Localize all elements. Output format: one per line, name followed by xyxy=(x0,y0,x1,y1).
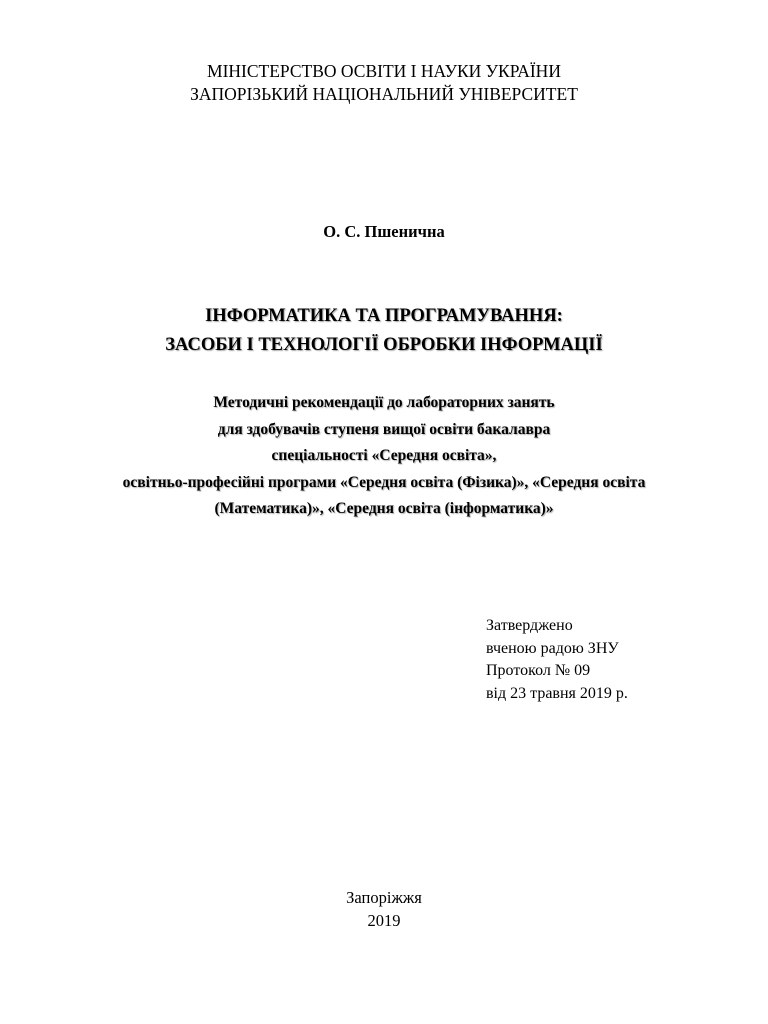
approval-line: Затверджено xyxy=(486,617,573,634)
title-line: ЗАСОБИ І ТЕХНОЛОГІЇ ОБРОБКИ ІНФОРМАЦІЇ xyxy=(165,335,603,355)
approval-line: від 23 травня 2019 р. xyxy=(486,684,628,702)
subtitle-line: (Математика)», «Середня освіта (інформатика)» xyxy=(214,500,554,517)
city-name: Запоріжжя xyxy=(346,888,422,907)
document-title xyxy=(0,302,768,360)
approval-line: Протокол № 09 xyxy=(486,662,591,679)
author-name: О. С. Пшенична xyxy=(323,222,445,241)
subtitle-line: освітньо-професійні програми «Середня освіта (Фізика)», «Середня освіта xyxy=(122,473,646,491)
university-name: ЗАПОРІЗЬКИЙ НАЦІОНАЛЬНИЙ УНІВЕРСИТЕТ xyxy=(190,84,578,104)
title-line: ІНФОРМАТИКА ТА ПРОГРАМУВАННЯ: xyxy=(205,306,563,326)
imprint-footer xyxy=(0,886,768,932)
subtitle-line: спеціальності «Середня освіта», xyxy=(271,447,497,464)
institution-header xyxy=(0,60,768,106)
subtitle-line: Методичні рекомендації до лабораторних занять xyxy=(213,394,555,411)
approval-line: вченою радою ЗНУ xyxy=(486,639,619,657)
publication-year: 2019 xyxy=(367,911,401,930)
subtitle-line: для здобувачів ступеня вищої освіти бакалавра xyxy=(217,420,551,438)
document-subtitle xyxy=(0,390,768,523)
ministry-name: МІНІСТЕРСТВО ОСВІТИ І НАУКИ УКРАЇНИ xyxy=(207,61,561,81)
approval-block xyxy=(486,615,628,705)
